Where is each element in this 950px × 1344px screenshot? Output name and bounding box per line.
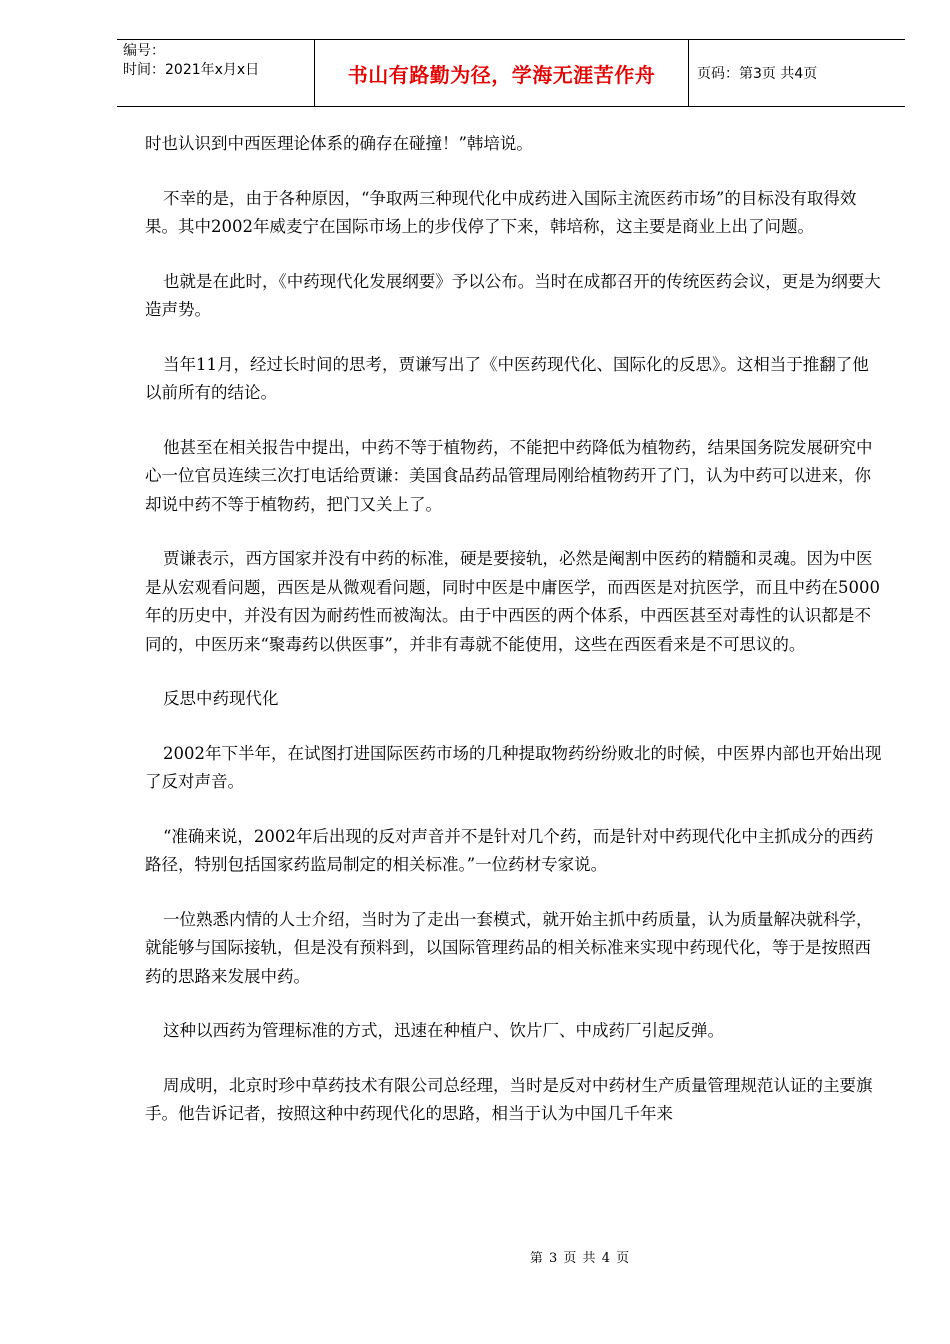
page-header	[117, 39, 905, 107]
paragraph: 这种以西药为管理标准的方式，迅速在种植户、饮片厂、中成药厂引起反弹。	[163, 1021, 724, 1040]
header-page-info: 页码：第3页 共4页	[697, 66, 818, 82]
document-number-label: 编号：	[123, 43, 165, 59]
paragraph: 2002年下半年，在试图打进国际医药市场的几种提取物药纷纷败北的时候，中医界内部也开始出现了反对声音。	[145, 743, 882, 791]
paragraph: 当年11月，经过长时间的思考，贾谦写出了《中医药现代化、国际化的反思》。这相当于推翻了他以前所有的结论。	[145, 354, 869, 402]
section-heading: 反思中药现代化	[163, 689, 279, 708]
paragraph: “准确来说，2002年后出现的反对声音并不是针对几个药，而是针对中药现代化中主抓成分的西药路径，特别包括国家药监局制定的相关标准。”一位药材专家说。	[145, 826, 874, 874]
header-motto: 书山有路勤为径，学海无涯苦作舟	[315, 40, 689, 106]
paragraph: 贾谦表示，西方国家并没有中药的标准，硬是要接轨，必然是阉割中医药的精髓和灵魂。因为中医是从宏观看问题，西医是从微观看问题，同时中医是中庸医学，而西医是对抗医学，而且中药在5000年的历史中，并没有因为耐药性而被淘汰。由于中西医的两个体系，中西医甚至对毒性的认识都是不同的，中医历来“聚毒药以供医事”，并非有毒就不能使用，这些在西医看来是不可思议的。	[145, 549, 880, 654]
document-body	[145, 130, 885, 1155]
document-time-label: 时间：2021年x月x日	[123, 62, 260, 78]
paragraph: 他甚至在相关报告中提出，中药不等于植物药，不能把中药降低为植物药，结果国务院发展研究中心一位官员连续三次打电话给贾谦：美国食品药品管理局刚给植物药开了门，认为中药可以进来，你却说中药不等于植物药，把门又关上了。	[145, 437, 873, 514]
paragraph: 一位熟悉内情的人士介绍，当时为了走出一套模式，就开始主抓中药质量，认为质量解决就科学，就能够与国际接轨，但是没有预料到，以国际管理药品的相关标准来实现中药现代化，等于是按照西药的思路来发展中药。	[145, 909, 873, 986]
paragraph: 时也认识到中西医理论体系的确存在碰撞！”韩培说。	[145, 134, 533, 153]
header-meta-cell	[117, 40, 315, 106]
paragraph: 也就是在此时，《中药现代化发展纲要》予以公布。当时在成都召开的传统医药会议，更是为纲要大造声势。	[145, 271, 881, 319]
paragraph: 不幸的是，由于各种原因，“争取两三种现代化中成药进入国际主流医药市场”的目标没有取得效果。其中2002年威麦宁在国际市场上的步伐停了下来，韩培称，这主要是商业上出了问题。	[145, 188, 857, 236]
page-footer: 第 3 页 共 4 页	[529, 1251, 631, 1266]
paragraph: 周成明，北京时珍中草药技术有限公司总经理，当时是反对中药材生产质量管理规范认证的主要旗手。他告诉记者，按照这种中药现代化的思路，相当于认为中国几千年来	[145, 1075, 873, 1123]
